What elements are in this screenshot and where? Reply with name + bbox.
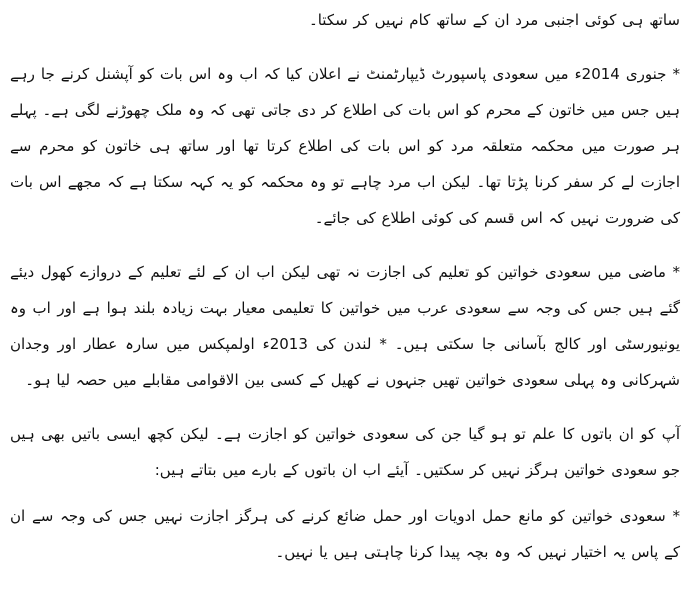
paragraph-intro: ساتھ ہی کوئی اجنبی مرد ان کے ساتھ کام نہیں کر سکتا۔ xyxy=(308,11,680,29)
paragraph-restrictions-intro: آپ کو ان باتوں کا علم تو ہو گیا جن کی سعودی خواتین کو اجازت ہے۔ لیکن کچھ ایسی باتیں بھی ہیں جو سعودی خواتین ہرگز نہیں کر سکتیں۔ آیئے اب ان باتوں کے بارے میں بتاتے ہیں: xyxy=(10,425,680,479)
paragraph-gap xyxy=(10,236,680,254)
article-body xyxy=(10,0,680,570)
paragraph-gap xyxy=(10,488,680,498)
paragraph-gap xyxy=(10,38,680,56)
paragraph-education: * ماضی میں سعودی خواتین کو تعلیم کی اجازت نہ تھی لیکن اب ان کے لئے تعلیم کے دروازے کھول دیئے گئے ہیں جس کی وجہ سے سعودی عرب میں خواتین کا تعلیمی معیار بہت زیادہ بلند ہوا ہے اور اب وہ یونیورسٹی اور کالج بآسانی جا سکتی ہیں۔ * لندن کی 2013ء اولمپکس میں سارہ عطار اور وجدان شہرکانی وہ پہلی سعودی خواتین تھیں جنہوں نے کھیل کے کسی بین الاقوامی مقابلے میں حصہ لیا ہو۔ xyxy=(10,263,681,389)
paragraph-gap xyxy=(10,398,680,416)
paragraph-contraception: * سعودی خواتین کو مانع حمل ادویات اور حمل ضائع کرنے کی ہرگز اجازت نہیں جس کی وجہ سے ان کے پاس یہ اختیار نہیں کہ وہ بچہ پیدا کرنا چاہتی ہیں یا نہیں۔ xyxy=(10,507,680,561)
paragraph-passport: * جنوری 2014ء میں سعودی پاسپورٹ ڈیپارٹمنٹ نے اعلان کیا کہ اب وہ اس بات کو آپشنل کرنے جا رہے ہیں جس میں خاتون کے محرم کو اس بات کی اطلاع کر دی جاتی تھی کہ وہ ملک چھوڑنے لگی ہے۔ پہلے ہر صورت میں محکمہ متعلقہ مرد کو اس بات کی اطلاع کرتا تھا اور ساتھ ہی خاتون کو محرم سے اجازت لے کر سفر کرنا پڑتا تھا۔ لیکن اب مرد چاہے تو وہ محکمہ کو یہ کہہ سکتا ہے کہ مجھے اس بات کی ضرورت نہیں کہ اس قسم کی کوئی اطلاع کی جائے۔ xyxy=(10,65,680,227)
